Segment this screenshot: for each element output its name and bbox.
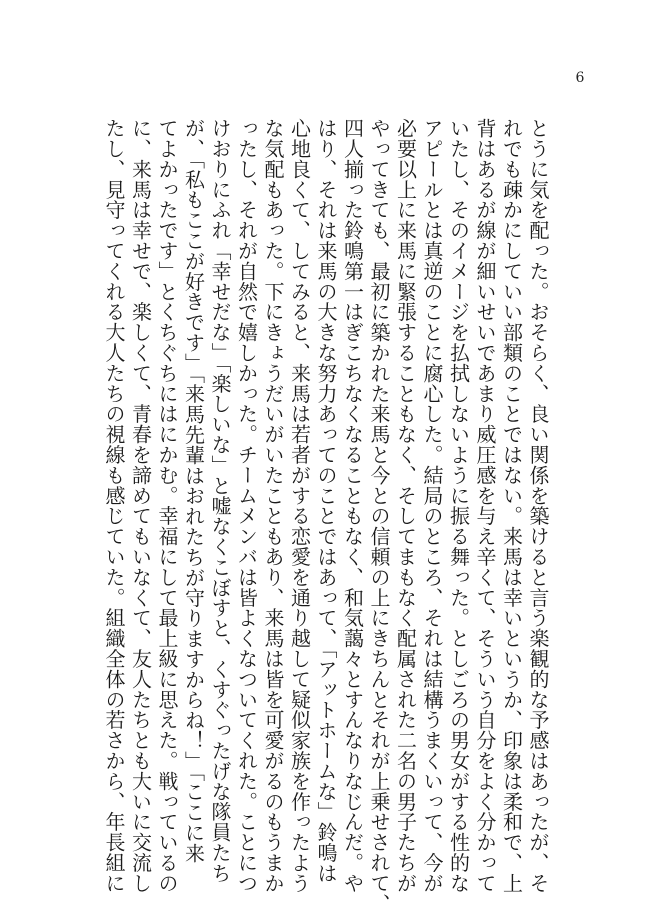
text-column: 四人揃った鈴鳴第一はぎこちなくなることもなく、和気藹々とすんなりなじんだ。や: [340, 118, 365, 894]
text-column: てよかったです」とくちぐちにはにかむ。幸福にして最上級に思えた。戦っているの: [155, 118, 179, 894]
text-column: 心地良くて、してみると、来馬は若者がする恋愛を通り越して疑似家族を作ったよう: [287, 118, 312, 894]
body-text: [101, 118, 552, 914]
text-column: れでも疎かにしていい部類のことではない。来馬は幸いというか、印象は柔和で、上: [499, 118, 524, 894]
text-column: やってきても、最初に築かれた来馬と今との信頼の上にきちんとそれが上乗せされて、: [367, 118, 391, 914]
text-column: ったし、それが自然で嬉しかった。チームメンバは皆よくなついてくれた。ことにつ: [234, 118, 259, 894]
text-column: 必要以上に来馬に緊張することもなく、そしてまもなく配属された二名の男子たちが: [393, 118, 418, 894]
page-number: 6: [575, 70, 585, 86]
text-column: な気配もあった。下にきょうだいがいたこともあり、来馬は皆を可愛がるのもうまか: [261, 118, 285, 894]
text-column: とうに気を配った。おそらく、良い関係を築けると言う楽観的な予感はあったが、そ: [526, 118, 550, 894]
text-column: 背はあるが線が細いせいであまり威圧感を与え辛くて、そういう自分をよく分かって: [473, 118, 497, 894]
text-column: アピールとは真逆のことに腐心した。結局のところ、それは結構うまくいって、今が: [420, 118, 444, 894]
text-column: いたし、そのイメージを払拭しないように振る舞った。としごろの男女がする性的な: [446, 118, 471, 894]
text-column: はり、それは来馬の大きな努力あってのことではあって、「アットホームな」鈴鳴は: [314, 118, 338, 884]
text-column: たし、見守ってくれる大人たちの視線も感じていた。組織全体の若さから、年長組に: [102, 118, 126, 894]
text-column: に、来馬は幸せで、楽しくて、青春を諦めてもいなくて、友人たちとも大いに交流し: [128, 118, 153, 894]
text-column: けおりにふれ「幸せだな」「楽しいな」と嘘なくこぼすと、くすぐったげな隊員たち: [208, 118, 232, 884]
text-column: が、「私もここが好きです」「来馬先輩はおれたちが守りますからね！」「ここに来: [181, 118, 206, 864]
